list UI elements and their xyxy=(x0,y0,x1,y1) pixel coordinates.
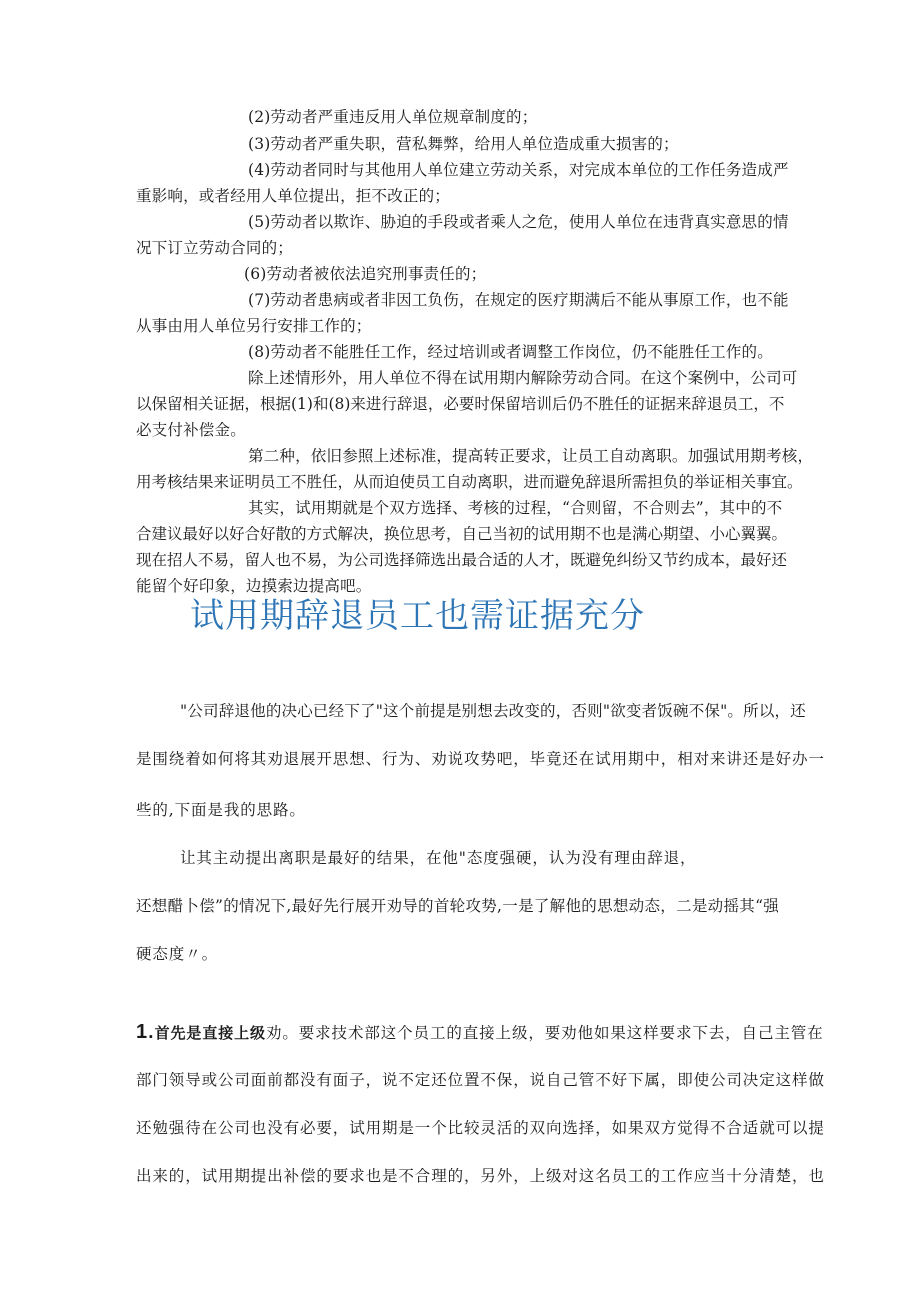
clause-4-line-2: 重影响，或者经用人单位提出，拒不改正的； xyxy=(136,187,451,205)
paragraph-line: 现在招人不易，留人也不易，为公司选择筛选出最合适的人才，既避免纠纷又节约成本，最好还 xyxy=(136,551,788,569)
list-item-1-line-1 xyxy=(136,1019,824,1046)
paragraph-line: 让其主动提出离职是最好的结果，在他"态度强硬，认为没有理由辞退， xyxy=(180,849,697,867)
paragraph-line: 硬态度〃。 xyxy=(136,945,219,963)
clause-4-line-1: (4)劳动者同时与其他用人单位建立劳动关系，对完成本单位的工作任务造成严 xyxy=(248,161,789,179)
paragraph-line: 能留个好印象，边摸索边提高吧。 xyxy=(136,577,372,595)
paragraph-line: 第二种，依旧参照上述标准，提高转正要求，让员工自动离职。加强试用期考核， xyxy=(248,447,814,465)
list-number: 1 xyxy=(136,1021,149,1043)
list-item-text: 劝。要求技术部这个员工的直接上级，要劝他如果这样要求下去，自己主管在 xyxy=(265,1024,824,1042)
clause-5-line-1: (5)劳动者以欺诈、胁迫的手段或者乘人之危，使用人单位在违背真实意思的情 xyxy=(248,213,789,231)
paragraph-line: 些的,下面是我的思路。 xyxy=(136,801,306,819)
clause-8: (8)劳动者不能胜任工作，经过培训或者调整工作岗位，仍不能胜任工作的。 xyxy=(248,343,773,361)
paragraph-line: 除上述情形外，用人单位不得在试用期内解除劳动合同。在这个案例中，公司可 xyxy=(248,369,798,387)
list-item-1-line: 出来的，试用期提出补偿的要求也是不合理的，另外，上级对这名员工的工作应当十分清楚，也 xyxy=(136,1167,825,1185)
paragraph-line: 其实，试用期就是个双方选择、考核的过程，“合则留，不合则去”，其中的不 xyxy=(248,499,783,517)
paragraph-line: 是围绕着如何将其劝退展开思想、行为、劝说攻势吧，毕竟还在试用期中，相对来讲还是好办一 xyxy=(136,750,825,768)
clause-2: (2)劳动者严重违反用人单位规章制度的； xyxy=(248,108,538,126)
paragraph-line: 还想醋卜偿”的情况下,最好先行展开劝导的首轮攻势,一是了解他的思想动态，二是动摇其“强 xyxy=(136,897,780,915)
clause-3: (3)劳动者严重失职，营私舞弊，给用人单位造成重大损害的； xyxy=(248,135,679,153)
clause-7-line-2: 从事由用人单位另行安排工作的； xyxy=(136,317,372,335)
section-heading: 试用期辞退员工也需证据充分 xyxy=(190,596,645,636)
bold-lead-text: .首先是直接上级 xyxy=(148,1024,266,1042)
paragraph-line: 用考核结果来证明员工不胜任，从而迫使员工自动离职，进而避免辞退所需担负的举证相关事宜。 xyxy=(136,473,803,491)
paragraph-line: 以保留相关证据，根据(1)和(8)来进行辞退，必要时保留培训后仍不胜任的证据来辞退员工，不 xyxy=(136,395,785,413)
paragraph-line: 合建议最好以好合好散的方式解决，换位思考，自己当初的试用期不也是满心期望、小心翼翼。 xyxy=(136,525,788,543)
clause-7-line-1: (7)劳动者患病或者非因工负伤，在规定的医疗期满后不能从事原工作，也不能 xyxy=(248,291,789,309)
clause-6: (6)劳动者被依法追究刑事责任的； xyxy=(244,265,487,283)
clause-5-line-2: 况下订立劳动合同的； xyxy=(136,239,294,257)
paragraph-line: 必支付补偿金。 xyxy=(136,421,246,439)
list-item-1-line: 还勉强待在公司也没有必要，试用期是一个比较灵活的双向选择，如果双方觉得不合适就可以提 xyxy=(136,1119,825,1137)
paragraph-line: "公司辞退他的决心已经下了"这个前提是别想去改变的，否则"欲变者饭碗不保"。所以，还 xyxy=(180,702,806,720)
list-item-1-line: 部门领导或公司面前都没有面子，说不定还位置不保，说自己管不好下属，即使公司决定这样做 xyxy=(136,1071,825,1089)
